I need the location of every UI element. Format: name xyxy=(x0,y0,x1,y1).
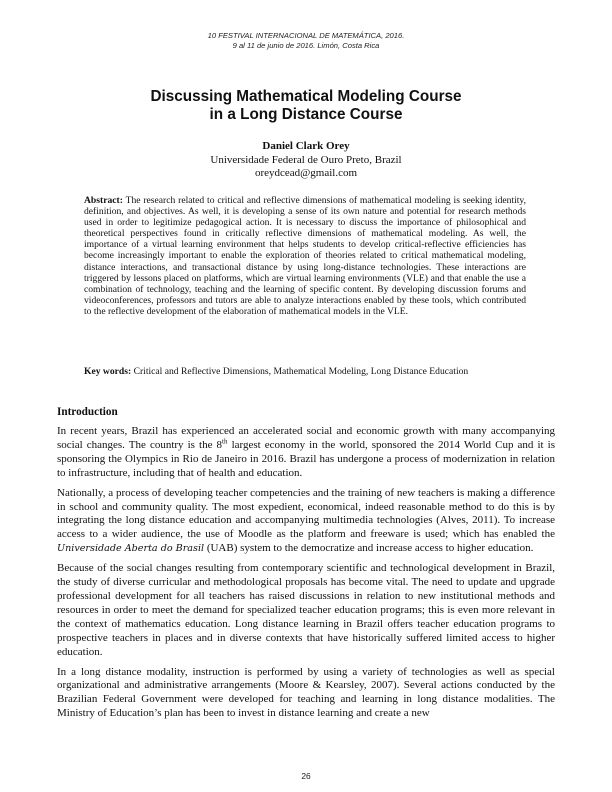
paragraph-2 xyxy=(57,487,555,557)
header-line-1: 10 FESTIVAL INTERNACIONAL DE MATEMÁTICA, 2016. xyxy=(207,31,405,40)
abstract-label: Abstract: xyxy=(84,195,123,206)
abstract-text: The research related to critical and reflective dimensions of mathematical modeling is seeking identity, definition, and objectives. As well, it is developing a sense of its own nature and potential for research methods used in order to legitimize pedagogical action. It is necessary to discuss the importance of philosophical and theoretical perspectives found in critically reflective dimensions of mathematical modeling. As well, the importance of a virtual learning environment that helps students to develop critical-reflective efficiencies has become increasingly important to enable the exploration of theories related to critical mathematical modeling, distance interactions, and transactional distance by using long-distance technologies. These interactions are triggered by lessons placed on platforms, which are virtual learning environments (VLE) and that enable the use a combination of technology, teaching and the learning of specific content. By developing discussion forums and videoconferences, professors and tutors are able to analyze interactions enabled by these tools, which contributed to the reflective development of the elaboration of mathematical models in the VLE. xyxy=(84,195,526,317)
uab-name: Universidade Aberta do Brasil xyxy=(57,543,205,555)
title-line-1: Discussing Mathematical Modeling Course xyxy=(150,88,462,105)
paragraph-2-text-a: Nationally, a process of developing teacher competencies and the training of new teachers is making a difference in school and community quality. The most expedient, economical, indeed reasonable method to do this is by integrating the long distance education and accompanying multimedia technologies (Alves, 2011). To increase access to a wider audience, the use of Moodle as the platform and freeware is used; which has enabled the xyxy=(57,486,555,541)
author-name: Daniel Clark Orey xyxy=(262,140,350,152)
author-affiliation: Universidade Federal de Ouro Preto, Brazil xyxy=(210,153,402,166)
paragraph-3: Because of the social changes resulting from contemporary scientific and technological development in Brazil, the study of diverse curricular and methodological proposals has become vital. The need to update and upgrade professional development for all teachers has raised discussions in relation to new institutional methods and resources in order to meet the demand for specialized teacher education programs; this is even more relevant in the context of mathematics education. Long distance learning in Brazil offers teacher education programs to prospective teachers in places and in diverse contexts that have historically suffered limited access to higher education. xyxy=(57,562,555,658)
paper-title xyxy=(60,88,552,124)
author-block xyxy=(0,140,612,181)
title-line-2: in a Long Distance Course xyxy=(209,106,403,123)
paragraph-1-text-b: largest economy in the world, sponsored the 2014 World Cup and it is sponsoring the Olympics in Rio de Janeiro in 2016. Brazil has undergone a process of modernization in relation to infrastructure, including that of health and education. xyxy=(57,438,555,479)
ordinal-superscript: th xyxy=(222,437,228,446)
header-line-2: 9 al 11 de junio de 2016. Limón, Costa Rica xyxy=(232,41,380,50)
keywords-text: Critical and Reflective Dimensions, Mathematical Modeling, Long Distance Education xyxy=(133,366,469,377)
running-header xyxy=(0,31,612,51)
author-email: oreydcead@gmail.com xyxy=(254,167,358,179)
page-number: 26 xyxy=(301,771,311,781)
paragraph-2-text-b: (UAB) system to the democratize and increase access to higher education. xyxy=(204,542,534,555)
paragraph-1-text-a: In recent years, Brazil has experienced an accelerated social and economic growth with many accompanying social changes. The country is the 8 xyxy=(57,425,555,451)
paragraph-1 xyxy=(57,425,555,481)
section-heading: Introduction xyxy=(57,406,118,418)
abstract xyxy=(84,195,526,317)
keywords xyxy=(84,366,526,377)
paragraph-4: In a long distance modality, instruction is performed by using a variety of technologies as well as special organizational and administrative arrangements (Moore & Kearsley, 2007). Several actions conducted by the Brazilian Federal Government were developed for teaching and learning in long distance modalities. The Ministry of Education’s plan has been to invest in distance learning and create a new xyxy=(57,665,555,720)
body-section xyxy=(57,405,555,727)
keywords-label: Key words: xyxy=(84,366,132,377)
